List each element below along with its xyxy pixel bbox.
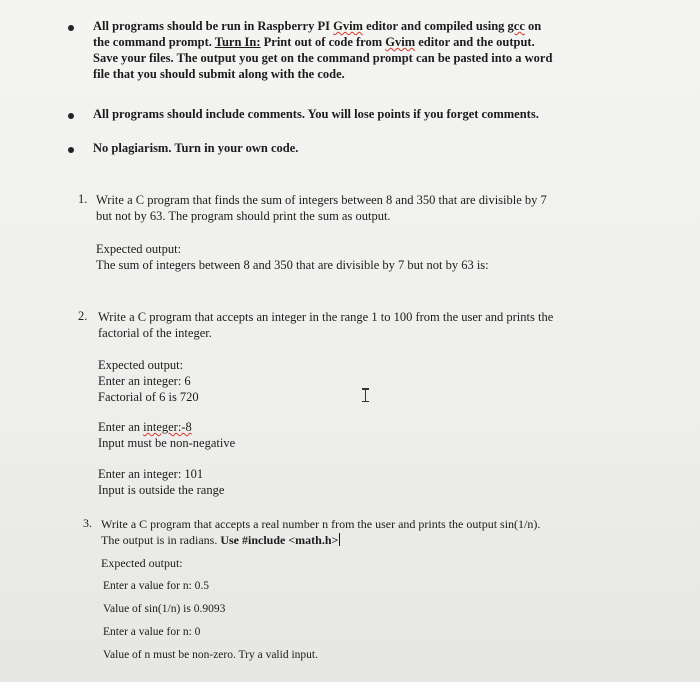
question-2-output-line-5: Enter an integer: 101 — [98, 467, 204, 481]
question-3-expected-label: Expected output: — [101, 556, 183, 570]
bullet-icon — [68, 147, 74, 153]
question-3-number: 3. — [83, 516, 92, 530]
question-3-prompt-line-2: The output is in radians. Use #include <math.h> — [101, 533, 339, 547]
question-3-output-line-1: Enter a value for n: 0.5 — [103, 580, 210, 592]
text-cursor-icon — [365, 388, 374, 402]
question-1-number: 1. — [78, 192, 88, 206]
question-2-expected-label: Expected output: — [98, 358, 184, 372]
question-1-prompt-line-1: Write a C program that finds the sum of integers between 8 and 350 that are divisible by 7 — [96, 193, 547, 207]
rule-1-line-1: All programs should be run in Raspberry PI Gvim editor and compiled using gcc on — [93, 19, 542, 33]
question-2-output-line-3: Enter an integer:-8 — [98, 420, 192, 434]
bullet-icon — [68, 25, 74, 31]
question-3-output-line-2: Value of sin(1/n) is 0.9093 — [103, 603, 226, 615]
question-2-prompt-line-1: Write a C program that accepts an integer in the range 1 to 100 from the user and prints the — [98, 310, 554, 324]
rule-3-line-1: No plagiarism. Turn in your own code. — [93, 141, 299, 155]
question-1-expected-label: Expected output: — [96, 242, 182, 256]
question-2-output-line-2: Factorial of 6 is 720 — [98, 390, 199, 404]
question-2-prompt-line-2: factorial of the integer. — [98, 326, 212, 340]
question-3-prompt-line-1: Write a C program that accepts a real number n from the user and prints the output sin(1/n). — [101, 517, 541, 531]
question-3-output-line-3: Enter a value for n: 0 — [103, 626, 201, 638]
question-2-output-line-4: Input must be non-negative — [98, 436, 236, 450]
question-2-output-line-1: Enter an integer: 6 — [98, 374, 191, 388]
question-1-prompt-line-2: but not by 63. The program should print the sum as output. — [96, 209, 391, 223]
question-3-output-line-4: Value of n must be non-zero. Try a valid input. — [103, 649, 318, 661]
rule-1-line-2: the command prompt. Turn In: Print out of code from Gvim editor and the output. — [93, 35, 535, 49]
question-2-number: 2. — [78, 309, 88, 323]
question-2-output-line-6: Input is outside the range — [98, 483, 225, 497]
rule-1-line-3: Save your files. The output you get on the command prompt can be pasted into a word — [93, 51, 553, 65]
question-1-expected-line-1: The sum of integers between 8 and 350 that are divisible by 7 but not by 63 is: — [96, 258, 489, 272]
bullet-icon — [68, 113, 74, 119]
rule-1-line-4: file that you should submit along with the code. — [93, 67, 345, 81]
rule-2-line-1: All programs should include comments. You will lose points if you forget comments. — [93, 107, 539, 121]
